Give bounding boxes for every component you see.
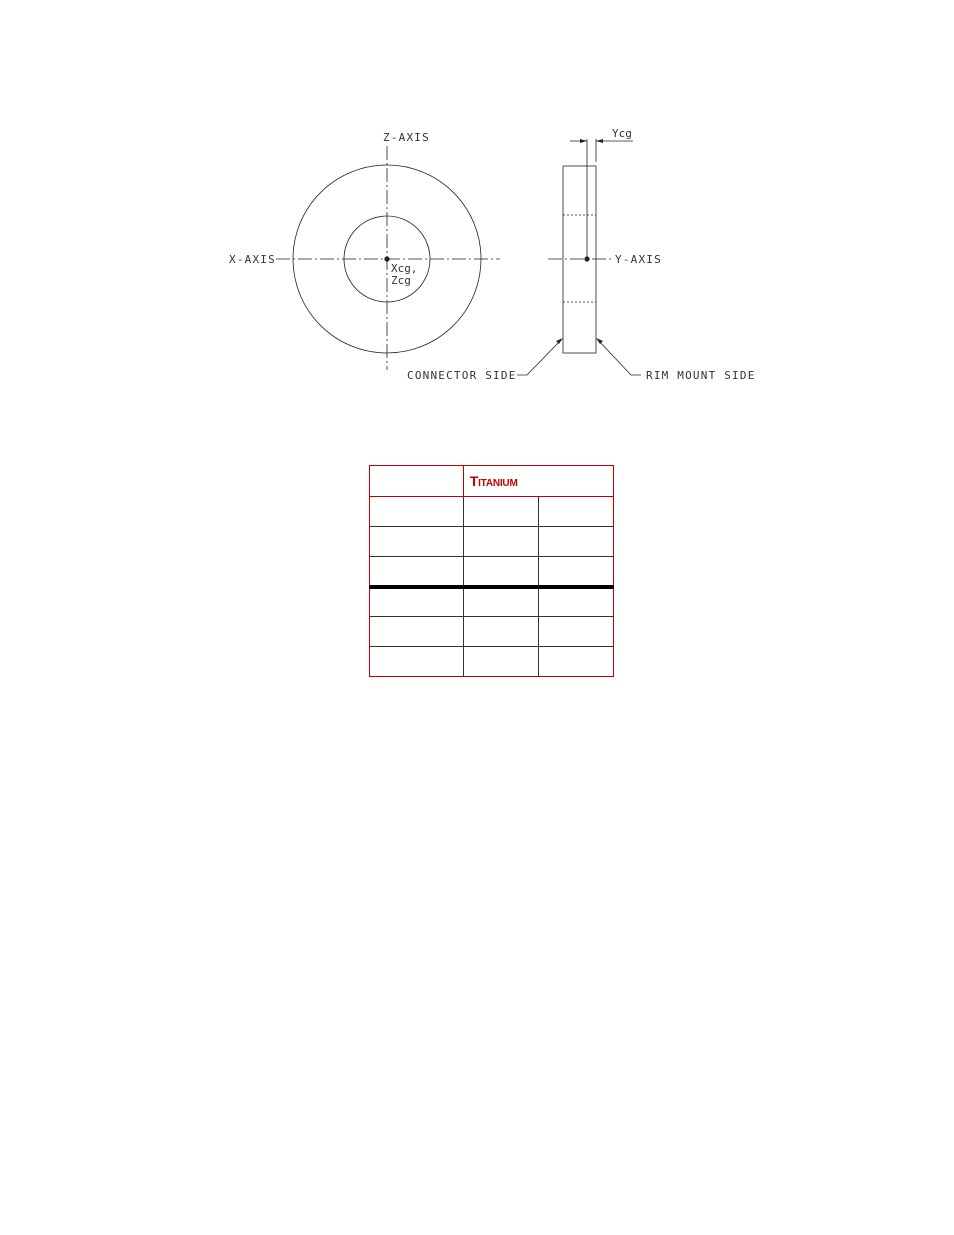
table-cell xyxy=(370,527,464,557)
ycg-arrow-left xyxy=(580,139,587,143)
xcg-label: Xcg, xyxy=(391,262,418,275)
ycg-arrow-right xyxy=(596,139,603,143)
table-cell xyxy=(538,617,613,647)
table-row xyxy=(370,497,614,527)
table-cell xyxy=(463,527,538,557)
table-cell xyxy=(370,617,464,647)
y-axis-label: Y-AXIS xyxy=(615,253,662,266)
table-cell xyxy=(370,647,464,677)
table-cell xyxy=(463,557,538,587)
center-of-gravity-marker xyxy=(384,256,389,261)
table-row xyxy=(370,557,614,587)
table-row xyxy=(370,647,614,677)
x-axis-label: X-AXIS xyxy=(229,253,276,266)
table-cell xyxy=(538,527,613,557)
properties-table xyxy=(369,465,614,677)
table-cell xyxy=(538,557,613,587)
zcg-label: Zcg xyxy=(391,274,411,287)
table-cell xyxy=(538,497,613,527)
header-corner-cell xyxy=(370,466,464,497)
side-profile xyxy=(563,166,596,353)
table-cell xyxy=(538,647,613,677)
z-axis-label: Z-AXIS xyxy=(383,131,430,144)
rim-mount-side-arrow xyxy=(596,338,603,344)
table-header-row xyxy=(370,466,614,497)
table-cell xyxy=(370,557,464,587)
connector-side-label: CONNECTOR SIDE xyxy=(407,369,517,382)
table-cell xyxy=(463,497,538,527)
technical-drawing xyxy=(0,0,954,420)
table-cell xyxy=(538,587,613,617)
table-cell xyxy=(370,587,464,617)
side-view xyxy=(407,127,756,382)
rim-mount-side-leader xyxy=(598,340,641,375)
table-cell xyxy=(463,647,538,677)
header-material-cell xyxy=(463,466,613,497)
side-cg-marker xyxy=(584,256,589,261)
ycg-label: Ycg xyxy=(612,127,632,140)
table-cell xyxy=(463,587,538,617)
table-cell xyxy=(463,617,538,647)
table-row xyxy=(370,617,614,647)
connector-side-leader xyxy=(517,340,561,375)
table-row xyxy=(370,587,614,617)
table-row xyxy=(370,527,614,557)
rim-mount-side-label: RIM MOUNT SIDE xyxy=(646,369,756,382)
table-cell xyxy=(370,497,464,527)
material-name: Titanium xyxy=(469,473,518,489)
front-view xyxy=(229,131,500,370)
connector-side-arrow xyxy=(556,338,563,344)
